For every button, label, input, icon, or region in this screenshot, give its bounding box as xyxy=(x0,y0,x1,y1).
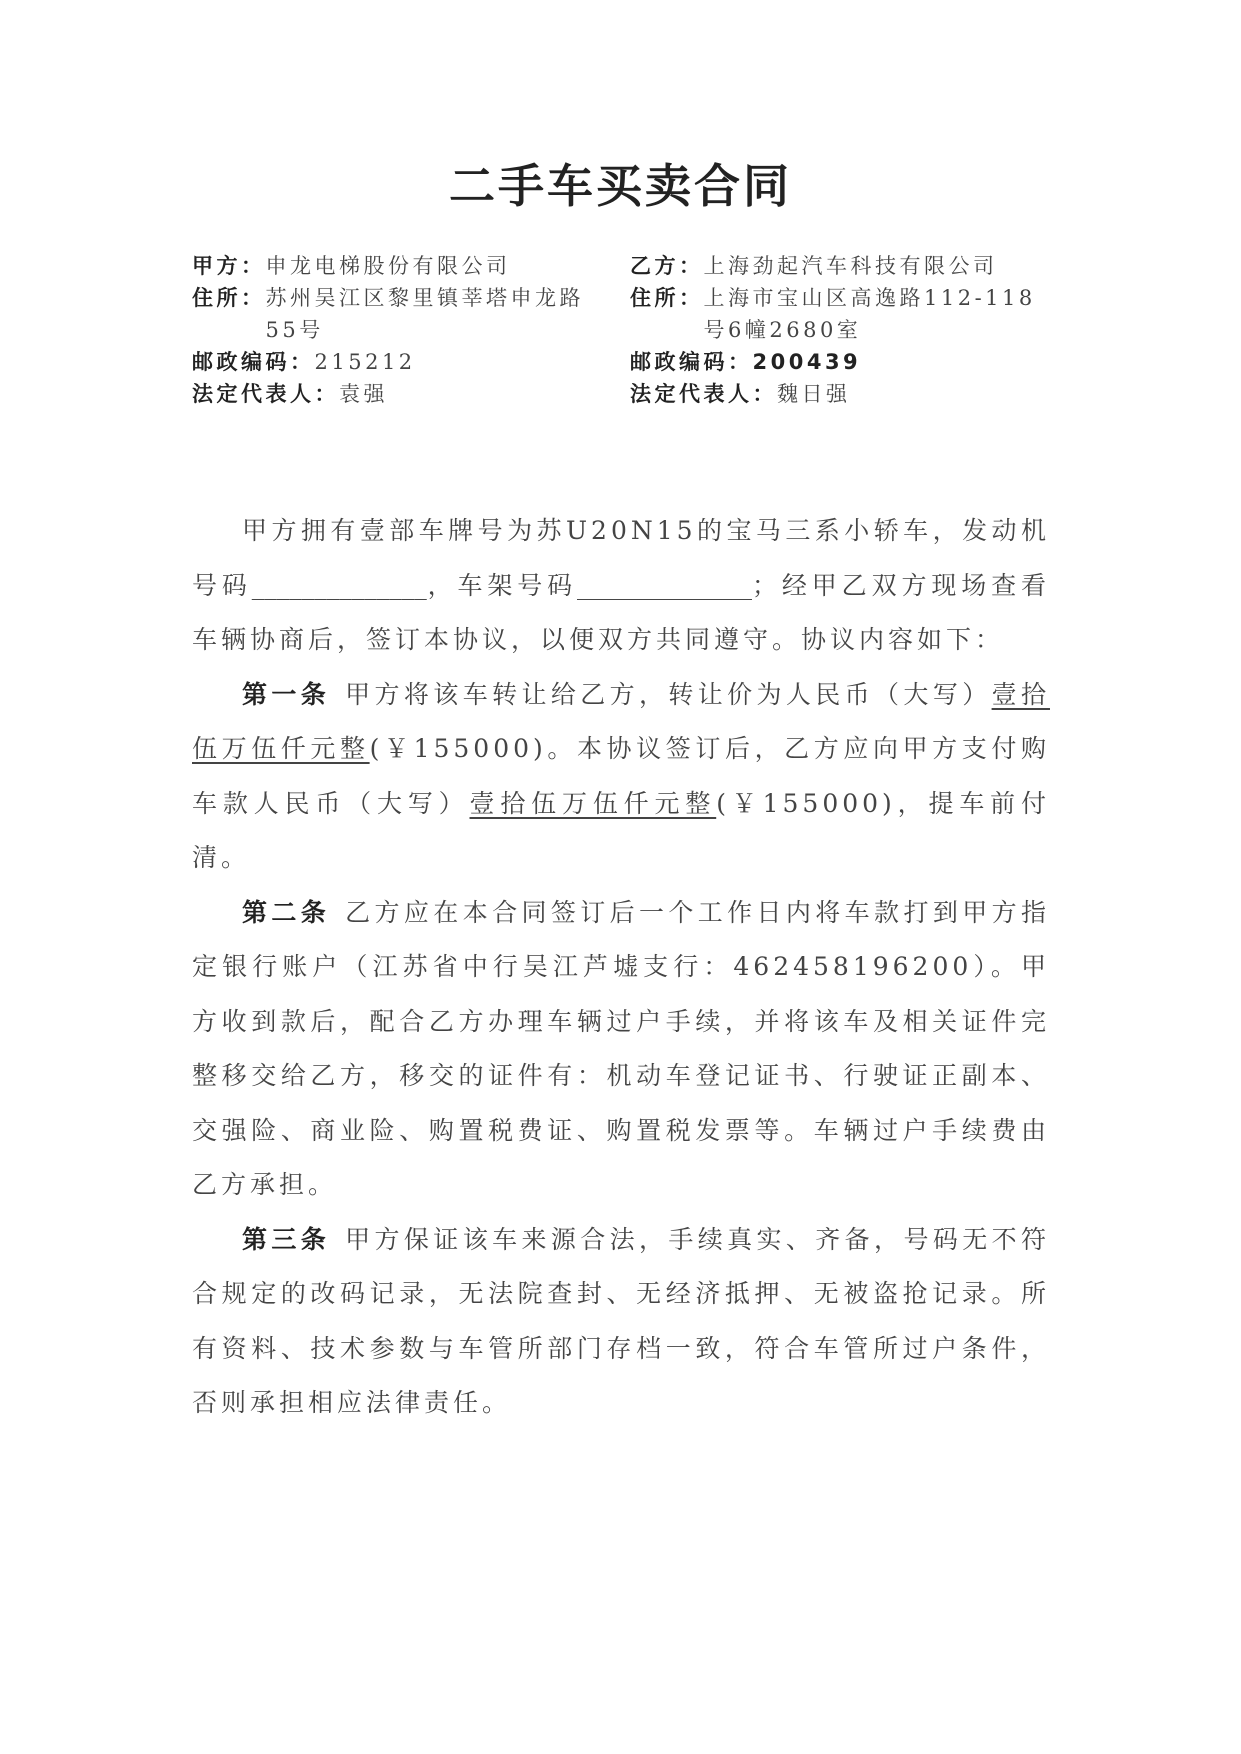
intro-text-3: ；经甲乙双方现场查看车辆协商后，签订本协议，以便双方共同遵守。协议内容如下： xyxy=(192,570,1050,654)
article-1-text-3: (￥155000)，提车前付清。 xyxy=(192,788,1050,872)
party-b-address: 上海市宝山区高逸路112-118号6幢2680室 xyxy=(703,286,1036,342)
party-a-postcode: 215212 xyxy=(314,350,416,374)
intro-text-1: 甲方拥有壹部车牌号为苏U20N15的宝马三系小轿车，发动机号码 xyxy=(192,516,1050,600)
party-a-info xyxy=(192,250,587,410)
party-a-name-row xyxy=(192,250,587,282)
article-1 xyxy=(192,668,1050,886)
article-2-label: 第二条 xyxy=(242,897,331,927)
party-a-rep-row xyxy=(192,378,587,410)
party-b-address-label: 住所： xyxy=(630,286,704,310)
party-a-rep: 袁强 xyxy=(339,382,388,406)
party-b-name-row xyxy=(630,250,1060,282)
party-b-name: 上海劲起汽车科技有限公司 xyxy=(703,254,998,278)
chassis-number-blank: ______________ xyxy=(577,570,753,600)
party-b-info xyxy=(630,250,1060,410)
party-b-rep: 魏日强 xyxy=(777,382,851,406)
party-a-rep-label: 法定代表人： xyxy=(192,382,339,406)
party-b-address-row xyxy=(630,282,1060,346)
party-a-address-label: 住所： xyxy=(192,286,266,310)
party-a-label: 甲方： xyxy=(192,254,266,278)
party-b-rep-label: 法定代表人： xyxy=(630,382,777,406)
party-b-postcode-label: 邮政编码： xyxy=(630,350,753,374)
party-a-postcode-label: 邮政编码： xyxy=(192,350,315,374)
intro-text-2: ，车架号码 xyxy=(426,570,578,600)
article-1-amount-words-2: 壹拾伍万伍仟元整 xyxy=(469,788,717,818)
engine-number-blank: ______________ xyxy=(251,570,427,600)
article-3-label: 第三条 xyxy=(242,1224,331,1254)
article-1-label: 第一条 xyxy=(242,679,331,709)
article-2-text: 乙方应在本合同签订后一个工作日内将车款打到甲方指定银行账户（江苏省中行吴江芦墟支行：462458196200）。甲方收到款后，配合乙方办理车辆过户手续，并将该车及相关证件完整移交给乙方，移交的证件有：机动车登记证书、行驶证正副本、交强险、商业险、购置税费证、购置税发票等。车辆过户手续费由乙方承担。 xyxy=(192,897,1050,1199)
party-b-label: 乙方： xyxy=(630,254,704,278)
article-1-text-1: 甲方将该车转让给乙方，转让价为人民币（大写） xyxy=(345,679,992,709)
intro-paragraph xyxy=(192,504,1050,668)
party-b-postcode: 200439 xyxy=(752,350,862,374)
article-1-amount-words-1: 壹拾伍万伍仟元整 xyxy=(192,679,1050,763)
party-a-address-row xyxy=(192,282,587,346)
article-2 xyxy=(192,886,1050,1213)
article-1-text-2: (￥155000)。本协议签订后，乙方应向甲方支付购车款人民币（大写） xyxy=(192,734,1050,818)
party-b-postcode-row xyxy=(630,346,1060,378)
document-title: 二手车买卖合同 xyxy=(449,159,792,213)
contract-body xyxy=(192,504,1050,1431)
party-a-address: 苏州吴江区黎里镇莘塔申龙路55号 xyxy=(265,286,584,342)
party-a-postcode-row xyxy=(192,346,587,378)
article-3-text: 甲方保证该车来源合法，手续真实、齐备，号码无不符合规定的改码记录，无法院查封、无经济抵押、无被盗抢记录。所有资料、技术参数与车管所部门存档一致，符合车管所过户条件，否则承担相应法律责任。 xyxy=(192,1224,1050,1417)
article-3 xyxy=(192,1213,1050,1431)
party-a-name: 申龙电梯股份有限公司 xyxy=(265,254,511,278)
party-b-rep-row xyxy=(630,378,1060,410)
